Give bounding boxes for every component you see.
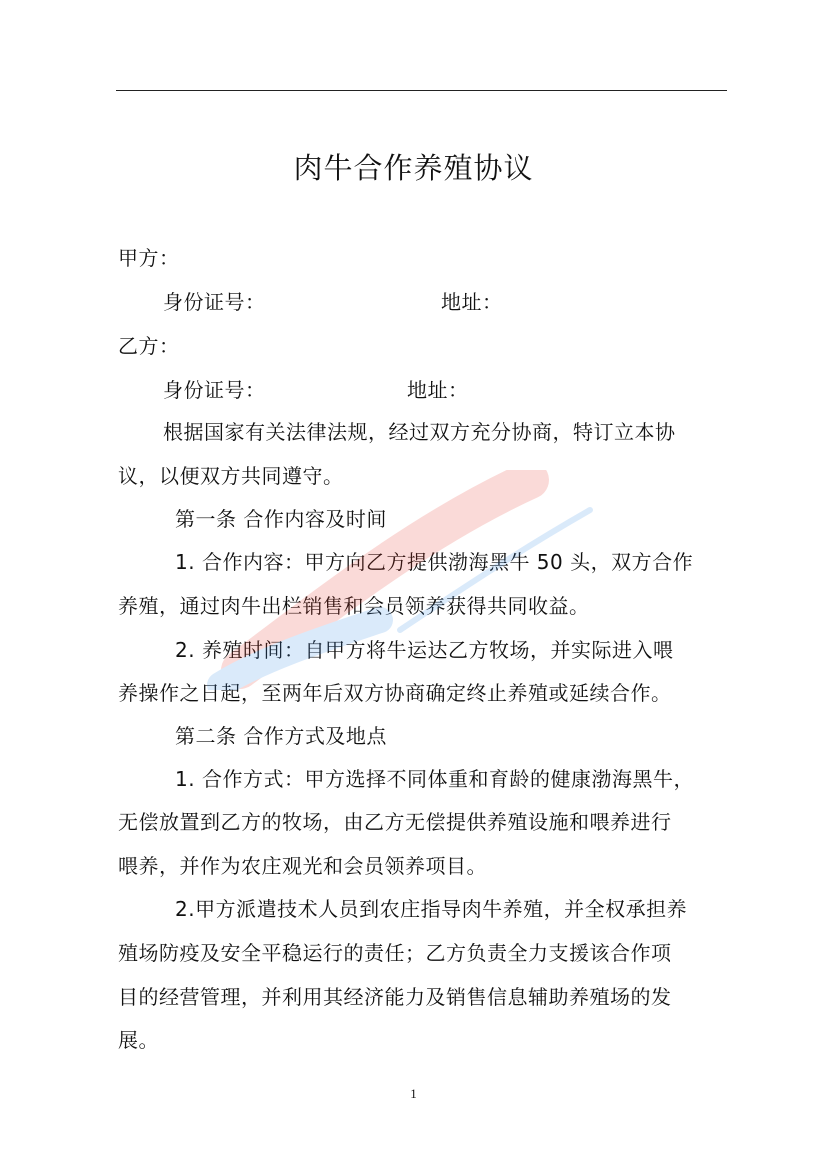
clause-line: 喂养，并作为农庄观光和会员领养项目。 [118, 854, 487, 878]
document-title: 肉牛合作养殖协议 [293, 151, 534, 185]
clause-line: 殖场防疫及安全平稳运行的责任；乙方负责全力支援该合作项 [118, 941, 672, 965]
preamble-line: 根据国家有关法律法规，经过双方充分协商，特订立本协 [163, 420, 676, 444]
party-b-label: 乙方： [118, 334, 180, 358]
party-a-label: 甲方： [118, 246, 180, 270]
party-b-address-label: 地址： [407, 378, 469, 402]
clause-line: 2. 养殖时间：自甲方将牛运达乙方牧场，并实际进入喂 [175, 638, 674, 662]
preamble-line: 议，以便双方共同遵守。 [118, 464, 344, 488]
party-b-id-label: 身份证号： [163, 378, 266, 402]
article-heading: 第一条 合作内容及时间 [175, 507, 387, 531]
clause-line: 目的经营管理，并利用其经济能力及销售信息辅助养殖场的发 [118, 985, 672, 1009]
clause-line: 养殖，通过肉牛出栏销售和会员领养获得共同收益。 [118, 594, 590, 618]
clause-line: 无偿放置到乙方的牧场，由乙方无偿提供养殖设施和喂养进行 [118, 810, 672, 834]
article-heading: 第二条 合作方式及地点 [175, 724, 387, 748]
page-number: 1 [410, 1086, 417, 1101]
clause-line: 1. 合作内容：甲方向乙方提供渤海黑牛 50 头，双方合作 [175, 550, 694, 574]
header-rule [116, 90, 727, 91]
party-a-address-label: 地址： [441, 290, 503, 314]
clause-line: 2.甲方派遣技术人员到农庄指导肉牛养殖，并全权承担养 [175, 897, 688, 921]
clause-line: 1. 合作方式：甲方选择不同体重和育龄的健康渤海黑牛， [175, 767, 694, 791]
clause-line: 展。 [118, 1028, 159, 1052]
party-a-id-label: 身份证号： [163, 290, 266, 314]
clause-line: 养操作之日起，至两年后双方协商确定终止养殖或延续合作。 [118, 681, 672, 705]
